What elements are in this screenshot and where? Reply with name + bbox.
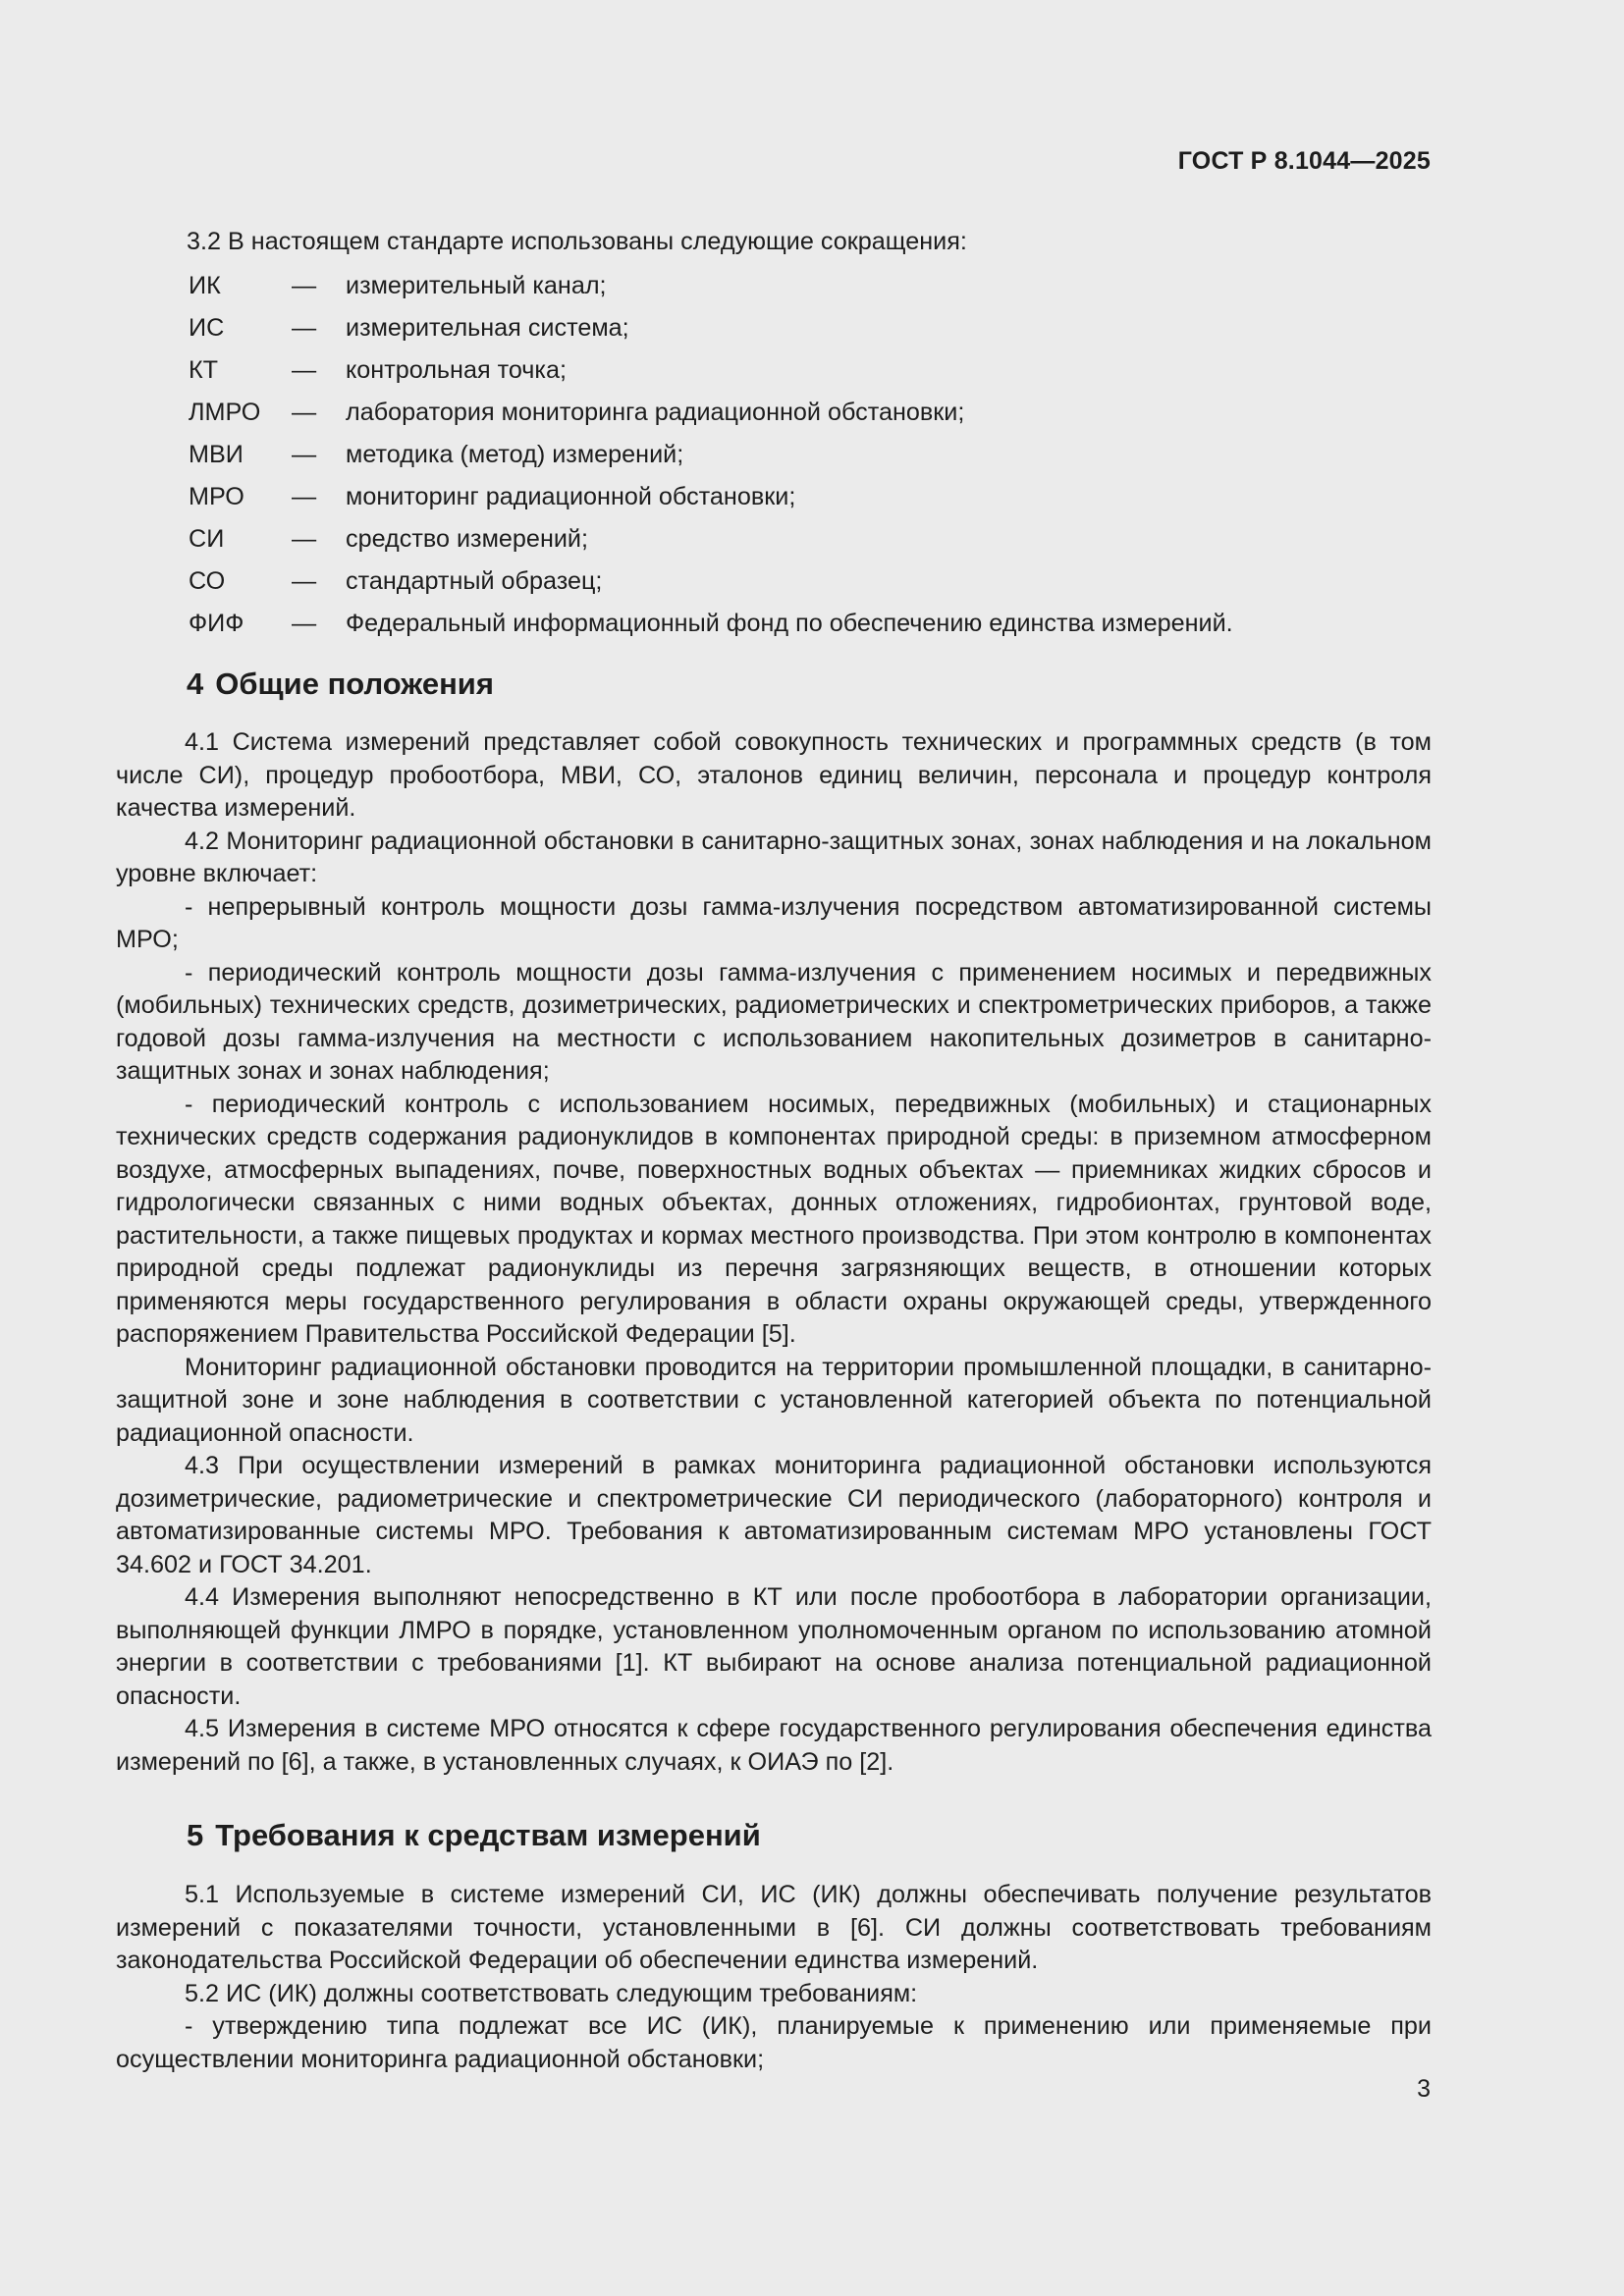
abbreviation-definition: измерительная система; [346, 314, 629, 342]
abbreviation-item [189, 561, 1432, 603]
list-item: - утверждению типа подлежат все ИС (ИК), планируемые к применению или применяемые при осуществлении мониторинга радиационной обстановки; [116, 2012, 1432, 2073]
paragraph-4-1: 4.1 Система измерений представляет собой совокупность технических и программных средств (в том числе СИ), процедур пробоотбора, МВИ, СО, эталонов единиц величин, персонала и процедур контроля качества измерений. [116, 728, 1432, 822]
abbreviation-definition: мониторинг радиационной обстановки; [346, 483, 796, 510]
abbreviation-dash: — [292, 483, 317, 510]
abbreviation-definition: лаборатория мониторинга радиационной обстановки; [346, 399, 965, 426]
document-header-id: ГОСТ Р 8.1044—2025 [1177, 147, 1431, 175]
abbreviation-dash: — [292, 610, 317, 637]
paragraph-4-3: 4.3 При осуществлении измерений в рамках мониторинга радиационной обстановки используются дозиметрические, радиометрические и спектрометрические СИ периодического (лабораторного) контроля и автоматизированные системы МРО. Требования к автоматизированным системам МРО установлены ГОСТ 34.602 и ГОСТ 34.201. [116, 1452, 1432, 1578]
abbreviations-intro: 3.2 В настоящем стандарте использованы следующие сокращения: [187, 228, 967, 255]
abbreviation-item [189, 349, 1432, 392]
section-number: 4 [187, 667, 204, 701]
document-body [116, 222, 1432, 2076]
abbreviation-item [189, 518, 1432, 561]
list-item: - периодический контроль мощности дозы гамма-излучения с применением носимых и передвижных (мобильных) технических средств, дозиметрических, радиометрических и спектрометрических приборов, а также годовой дозы гамма-излучения на местности с использованием накопительных дозиметров в санитарно-защитных зонах и зонах наблюдения; [116, 958, 1432, 1085]
abbreviation-dash: — [292, 525, 317, 553]
list-item: - периодический контроль с использованием носимых, передвижных (мобильных) и стационарных технических средств содержания радионуклидов в компонентах природной среды: в приземном атмосферном воздухе, атмосферных выпадениях, почве, поверхностных водных объектах — приемниках жидких сбросов и гидрологически связанных с ними водных объектах, донных отложениях, гидробионтах, грунтовой воде, растительности, а также пищевых продуктах и кормах местного производства. При этом контролю в компонентах природной среды подлежат радионуклиды из перечня загрязняющих веществ, в отношении которых применяются меры государственного регулирования в области охраны окружающей среды, утвержденного распоряжением Правительства Российской Федерации [5]. [116, 1090, 1432, 1348]
abbreviation-term: СИ [189, 525, 225, 553]
paragraph-5-2: 5.2 ИС (ИК) должны соответствовать следующим требованиям: [185, 1979, 918, 2007]
abbreviation-item [189, 307, 1432, 349]
section-title: Общие положения [215, 667, 494, 701]
abbreviation-term: МВИ [189, 441, 244, 468]
abbreviation-dash: — [292, 441, 317, 468]
abbreviation-term: ЛМРО [189, 399, 261, 426]
abbreviation-definition: методика (метод) измерений; [346, 441, 684, 468]
section-title: Требования к средствам измерений [215, 1818, 761, 1852]
page-number: 3 [1417, 2075, 1431, 2103]
abbreviation-definition: Федеральный информационный фонд по обеспечению единства измерений. [346, 610, 1233, 637]
abbreviation-item [189, 265, 1432, 307]
abbreviation-dash: — [292, 567, 317, 595]
list-item: - непрерывный контроль мощности дозы гамма-излучения посредством автоматизированной системы МРО; [116, 892, 1432, 953]
paragraph-monitoring: Мониторинг радиационной обстановки проводится на территории промышленной площадки, в санитарно-защитной зоне и зоне наблюдения в соответствии с установленной категорией объекта по потенциальной радиационной опасности. [116, 1353, 1432, 1447]
abbreviation-term: КТ [189, 356, 219, 384]
paragraph-4-4: 4.4 Измерения выполняют непосредственно в КТ или после пробоотбора в лаборатории организации, выполняющей функции ЛМРО в порядке, установленном уполномоченным органом по использованию атомной энергии в соответствии с требованиями [1]. КТ выбирают на основе анализа потенциальной радиационной опасности. [116, 1583, 1432, 1710]
section-number: 5 [187, 1818, 204, 1852]
abbreviation-term: ИК [189, 272, 221, 299]
abbreviation-definition: стандартный образец; [346, 567, 603, 595]
abbreviation-item [189, 392, 1432, 434]
abbreviation-dash: — [292, 399, 317, 426]
section-5-heading [116, 1816, 1432, 1855]
section-4-heading [116, 665, 1432, 704]
abbreviation-definition: измерительный канал; [346, 272, 607, 299]
abbreviation-term: МРО [189, 483, 244, 510]
abbreviation-item [189, 434, 1432, 476]
abbreviation-term: ФИФ [189, 610, 244, 637]
abbreviations-list [116, 265, 1432, 645]
abbreviation-term: СО [189, 567, 226, 595]
paragraph-4-2: 4.2 Мониторинг радиационной обстановки в санитарно-защитных зонах, зонах наблюдения и на локальном уровне включает: [116, 827, 1432, 887]
abbreviation-dash: — [292, 272, 317, 299]
abbreviation-dash: — [292, 356, 317, 384]
abbreviation-term: ИС [189, 314, 225, 342]
abbreviation-item [189, 476, 1432, 518]
abbreviation-definition: средство измерений; [346, 525, 588, 553]
paragraph-4-5: 4.5 Измерения в системе МРО относятся к сфере государственного регулирования обеспечения единства измерений по [6], а также, в установленных случаях, к ОИАЭ по [2]. [116, 1715, 1432, 1776]
abbreviation-dash: — [292, 314, 317, 342]
paragraph-5-1: 5.1 Используемые в системе измерений СИ, ИС (ИК) должны обеспечивать получение результатов измерений с показателями точности, установленными в [6]. СИ должны соответствовать требованиям законодательства Российской Федерации об обеспечении единства измерений. [116, 1881, 1432, 1974]
abbreviation-item [189, 603, 1432, 645]
abbreviation-definition: контрольная точка; [346, 356, 568, 384]
